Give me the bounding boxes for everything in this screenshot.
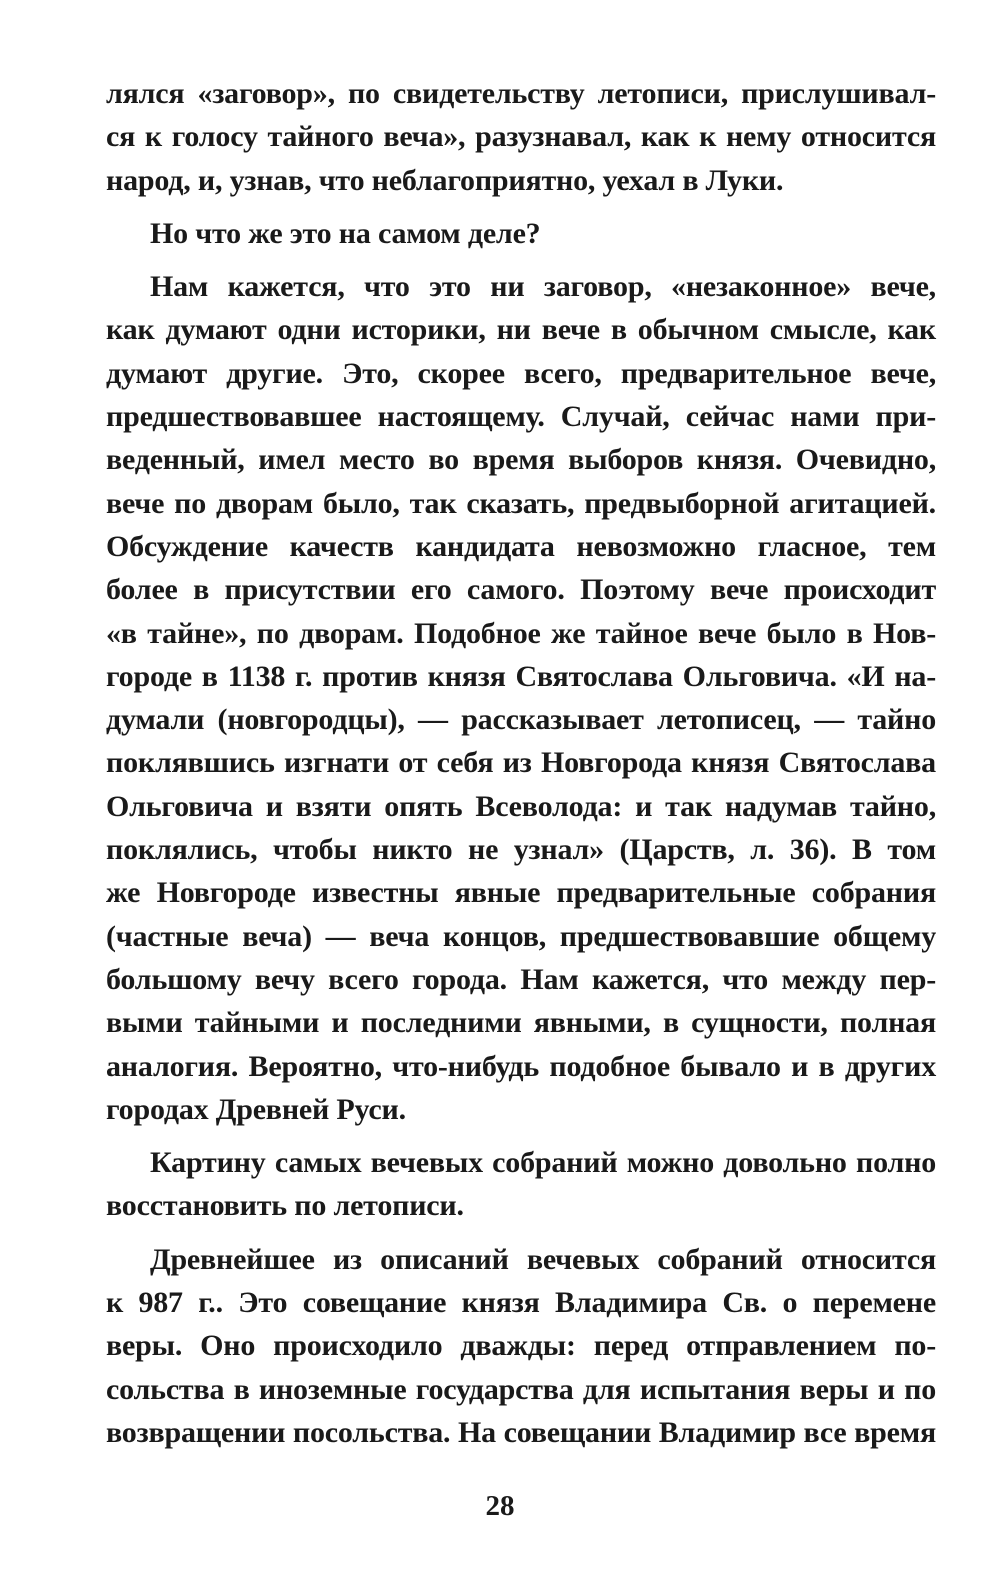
text-line: Но что же это на самом деле? <box>150 216 541 250</box>
text-line: «в тайне», по дворам. Подобное же тайное вече было в Нов- <box>106 616 936 650</box>
text-line: Картину самых вечевых собраний можно довольно полно <box>150 1146 936 1180</box>
paragraph-2 <box>106 212 936 255</box>
paragraph-5 <box>106 1238 936 1454</box>
text-line: Обсуждение качеств кандидата невозможно гласное, тем <box>106 529 936 563</box>
text-line: как думают одни историки, ни вече в обычном смысле, как <box>106 313 936 347</box>
page-text <box>106 72 936 1464</box>
text-line: же Новгороде известны явные предварительные собрания <box>106 876 936 910</box>
text-line: возвращении посольства. На совещании Владимир все время <box>106 1415 936 1449</box>
text-line: веденный, имел место во время выборов князя. Очевидно, <box>106 443 936 477</box>
text-line: предшествовавшее настоящему. Случай, сейчас нами при- <box>106 400 936 434</box>
text-line: большому вечу всего города. Нам кажется, что между пер- <box>106 962 936 996</box>
text-line: думали (новгородцы), — рассказывает летописец, — тайно <box>106 703 936 737</box>
text-line: вече по дворам было, так сказать, предвыборной агитацией. <box>106 486 936 520</box>
text-line: Нам кажется, что это ни заговор, «незаконное» вече, <box>150 270 936 304</box>
text-line: (частные веча) — веча концов, предшествовавшие общему <box>106 919 936 953</box>
text-line: более в присутствии его самого. Поэтому вече происходит <box>106 573 936 607</box>
text-line: Ольговича и взяти опять Всеволода: и так надумав тайно, <box>106 789 936 823</box>
text-line: думают другие. Это, скорее всего, предварительное вече, <box>106 356 936 390</box>
text-line: городе в 1138 г. против князя Святослава Ольговича. «И на- <box>106 659 936 693</box>
paragraph-1 <box>106 72 936 202</box>
text-line: сольства в иноземные государства для испытания веры и по <box>106 1372 936 1406</box>
paragraph-3 <box>106 265 936 1131</box>
page-number: 28 <box>485 1490 515 1522</box>
text-line: к 987 г.. Это совещание князя Владимира Св. о перемене <box>106 1286 936 1320</box>
text-line: лялся «заговор», по свидетельству летописи, прислушивал- <box>106 77 936 110</box>
text-line: городах Древней Руси. <box>106 1092 406 1126</box>
text-line: восстановить по летописи. <box>106 1189 464 1223</box>
text-line: выми тайными и последними явными, в сущности, полная <box>106 1006 936 1040</box>
text-line: аналогия. Вероятно, что-нибудь подобное бывало и в других <box>106 1049 936 1083</box>
text-line: веры. Оно происходило дважды: перед отправлением по- <box>106 1329 936 1363</box>
paragraph-4 <box>106 1141 936 1228</box>
text-line: народ, и, узнав, что неблагоприятно, уехал в Луки. <box>106 163 784 197</box>
text-line: поклявшись изгнати от себя из Новгорода князя Святослава <box>106 746 936 780</box>
text-line: поклялись, чтобы никто не узнал» (Царств, л. 36). В том <box>106 833 936 867</box>
text-line: ся к голосу тайного веча», разузнавал, как к нему относится <box>106 120 936 154</box>
text-line: Древнейшее из описаний вечевых собраний относится <box>150 1242 936 1276</box>
